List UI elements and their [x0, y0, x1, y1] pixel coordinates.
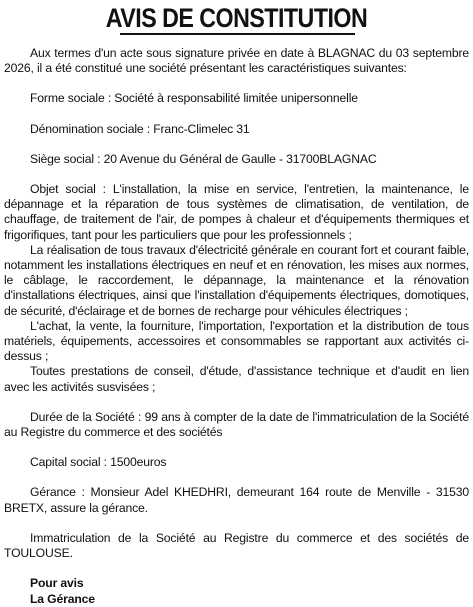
spacer: [4, 516, 469, 531]
signature-line-1: Pour avis: [30, 576, 84, 591]
intro-paragraph: Aux termes d'un acte sous signature privée en date à BLAGNAC du 03 septembre 2026, il a été constitué une société présentant les caractéristiques suivantes:: [4, 46, 469, 76]
notice-body: [4, 46, 469, 607]
spacer: [4, 137, 469, 152]
spacer: [4, 561, 469, 576]
spacer: [4, 107, 469, 122]
gerance: Gérance : Monsieur Adel KHEDHRI, demeurant 164 route de Menville - 31530 BRETX, assure la gérance.: [4, 485, 469, 515]
title-underline: [120, 33, 355, 35]
objet-social-4: Toutes prestations de conseil, d'étude, d'assistance technique et d'audit en lien avec les activités susvisées ;: [4, 364, 469, 394]
notice-title: AVIS DE CONSTITUTION: [105, 3, 368, 33]
capital-social: Capital social : 1500euros: [30, 455, 167, 470]
forme-sociale: Forme sociale : Société à responsabilité limitée unipersonnelle: [30, 91, 358, 106]
spacer: [4, 395, 469, 410]
spacer: [4, 440, 469, 455]
denomination-sociale: Dénomination sociale : Franc-Climelec 31: [30, 121, 250, 136]
objet-social-2: La réalisation de tous travaux d'électricité générale en courant fort et courant faible, notamment les installations électriques en neuf et en rénovation, les mises aux normes, le câblage, le raccordement, le dépannage, la maintenance et la rénovation d'installations électriques, ainsi que l'installation d'équipements électriques, domotiques, de sécurité, d'éclairage et de bornes de recharge pour véhicules électriques ;: [4, 242, 469, 318]
objet-social-1: Objet social : L'installation, la mise en service, l'entretien, la maintenance, le dépannage et la réparation de tous systèmes de climatisation, de ventilation, de chauffage, de traitement de l'air, de pompes à chaleur et d'équipements thermiques et frigorifiques, tant pour les particuliers que pour les professionnels ;: [4, 182, 469, 242]
spacer: [4, 76, 469, 91]
duree-societe: Durée de la Société : 99 ans à compter de la date de l'immatriculation de la Société au Registre du commerce et des sociétés: [4, 409, 469, 440]
signature-line-2: La Gérance: [30, 591, 95, 606]
spacer: [4, 470, 469, 485]
siege-social: Siège social : 20 Avenue du Général de Gaulle - 31700BLAGNAC: [30, 151, 377, 166]
immatriculation: Immatriculation de la Société au Registre du commerce et des sociétés de TOULOUSE.: [4, 530, 469, 561]
objet-social-3: L'achat, la vente, la fourniture, l'importation, l'exportation et la distribution de tous matériels, équipements, accessoires et consommables se rapportant aux activités ci-dessus ;: [4, 318, 469, 364]
spacer: [4, 167, 469, 182]
